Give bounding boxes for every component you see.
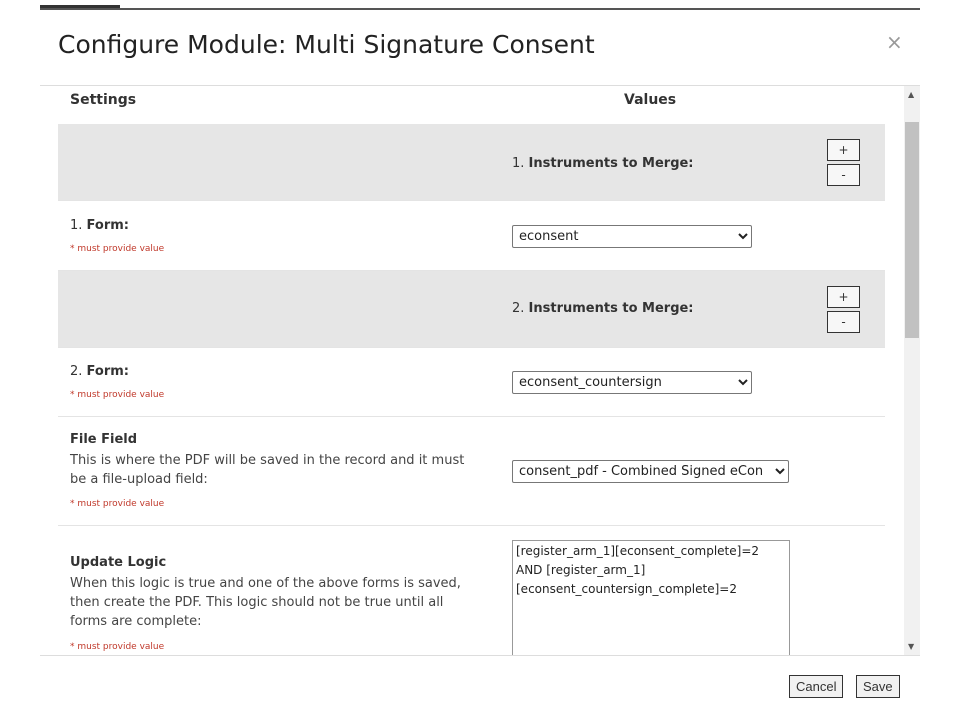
dialog-title: Configure Module: Multi Signature Consent: [58, 30, 595, 59]
scroll-up-icon[interactable]: ▲: [908, 90, 915, 99]
update-logic-label: Update Logic: [70, 555, 167, 570]
file-field-row: [58, 417, 885, 526]
required-note: * must provide value: [70, 499, 165, 509]
settings-header: Settings: [70, 92, 137, 108]
add-instrument-button[interactable]: +: [827, 139, 860, 161]
required-note: * must provide value: [70, 390, 165, 400]
save-button[interactable]: Save: [856, 675, 900, 698]
form-label-2: 2. Form:: [70, 364, 129, 379]
update-logic-input[interactable]: [512, 540, 790, 655]
close-icon[interactable]: ×: [886, 30, 903, 54]
merge-row-1: [58, 124, 885, 201]
background-divider: [40, 8, 920, 10]
form-label-1: 1. Form:: [70, 218, 129, 233]
update-logic-row: [58, 526, 885, 655]
file-field-label: File Field: [70, 432, 138, 447]
merge-label-1: 1. Instruments to Merge:: [512, 156, 694, 171]
remove-instrument-button[interactable]: -: [827, 164, 860, 186]
form-select-2[interactable]: [512, 371, 752, 394]
file-field-description: This is where the PDF will be saved in the record and it must be a file-upload field:: [70, 453, 465, 487]
scroll-down-icon[interactable]: ▼: [908, 642, 915, 651]
merge-row-2: [58, 271, 885, 348]
cancel-button[interactable]: Cancel: [789, 675, 843, 698]
settings-table: [40, 86, 904, 655]
required-note: * must provide value: [70, 642, 165, 652]
required-note: * must provide value: [70, 244, 165, 254]
form-row-1: [58, 202, 885, 271]
remove-instrument-button[interactable]: -: [827, 311, 860, 333]
add-instrument-button[interactable]: +: [827, 286, 860, 308]
update-logic-description: When this logic is true and one of the above forms is saved, then create the PDF. This logic should not be true until all forms are complete:: [70, 576, 461, 629]
scrollbar-thumb[interactable]: [905, 122, 919, 338]
merge-label-2: 2. Instruments to Merge:: [512, 301, 694, 316]
footer-divider: [40, 655, 920, 656]
scrollbar[interactable]: [904, 86, 920, 655]
background-page-edge: [40, 0, 120, 8]
file-field-select[interactable]: [512, 460, 789, 483]
form-select-1[interactable]: [512, 225, 752, 248]
form-row-2: [58, 348, 885, 417]
values-header: Values: [624, 92, 677, 108]
